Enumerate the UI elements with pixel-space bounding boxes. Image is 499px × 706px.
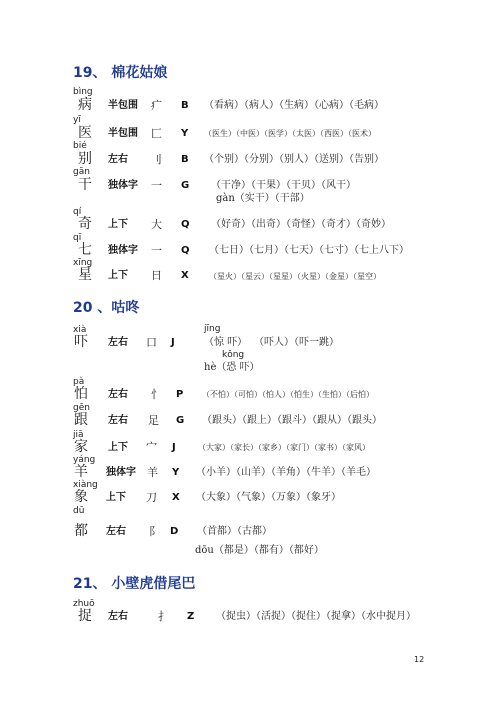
pinyin: pà	[73, 377, 85, 387]
words: （看病）（病人）（生病）（心病）（毛病）	[204, 100, 384, 111]
character: 家	[74, 439, 88, 455]
word-kong: hè（恐 吓）	[204, 362, 260, 373]
structure: 左右	[106, 526, 126, 537]
index-letter: B	[181, 154, 189, 165]
radical: 大	[151, 218, 162, 231]
radical: 羊	[147, 466, 158, 479]
words: （个别）（分别）（别人）（送别）（告别）	[204, 154, 384, 165]
character: 星	[78, 267, 92, 283]
pinyin: qī	[73, 233, 82, 243]
index-letter: Y	[172, 467, 180, 478]
pinyin: xiàng	[73, 480, 98, 490]
radical: 疒	[151, 99, 162, 112]
index-letter: Q	[181, 219, 190, 230]
pinyin: dū	[73, 506, 85, 516]
words: （大家）（家长）（家乡）（家门）（家书）（家风）	[198, 443, 370, 452]
radical: 匚	[151, 127, 162, 140]
words: （星火）（星云）（星星）（火星）（金星）（星空）	[209, 272, 381, 281]
index-letter: X	[181, 270, 189, 281]
structure: 上下	[108, 219, 128, 230]
character: 捉	[78, 608, 92, 624]
character: 干	[78, 177, 92, 193]
words: （吓人）（吓一跳）	[254, 337, 339, 348]
index-letter: Y	[181, 128, 189, 139]
words: （不怕）（可怕）（怕人）（怕生）（生怕）（后怕）	[202, 390, 374, 399]
words: （首都）（古都）	[197, 526, 272, 537]
character: 都	[74, 523, 88, 539]
index-letter: G	[181, 180, 190, 191]
words: （大象）（气象）（万象）（象牙）	[196, 492, 341, 503]
structure: 上下	[106, 492, 126, 503]
structure: 左右	[108, 415, 128, 426]
pinyin: gān	[73, 167, 90, 177]
pinyin: bìng	[73, 87, 93, 97]
section-heading-21: 21、 小壁虎借尾巴	[73, 576, 196, 592]
radical: 一	[151, 179, 162, 192]
radical: 口	[146, 336, 157, 349]
character: 跟	[74, 412, 88, 428]
page-number: 12	[414, 655, 425, 664]
radical: 刀	[146, 491, 157, 504]
character: 病	[78, 97, 92, 113]
index-letter: J	[172, 442, 176, 453]
radical: 阝	[149, 525, 160, 538]
pinyin: gēn	[73, 403, 90, 413]
section-heading-20: 20 、咕咚	[73, 300, 140, 316]
character: 吓	[74, 334, 88, 350]
words: （小羊）（山羊）（羊角）（牛羊）（羊毛）	[196, 467, 376, 478]
words: （捉虫）（活捉）（捉住）（捉拿）（水中捉月）	[216, 611, 416, 622]
radical: 一	[151, 244, 162, 257]
word-jing: （惊 吓）	[204, 337, 248, 348]
pinyin: qí	[73, 207, 82, 217]
index-letter: X	[172, 492, 180, 503]
radical: 宀	[146, 440, 157, 453]
character: 象	[74, 489, 88, 505]
structure: 上下	[108, 442, 128, 453]
structure: 左右	[108, 154, 128, 165]
words: （干净）（干果）（干贝）（风干）	[211, 180, 356, 191]
pinyin: zhuō	[73, 599, 95, 609]
index-letter: Q	[181, 245, 190, 256]
index-letter: P	[176, 389, 184, 400]
pinyin: jiā	[73, 430, 84, 440]
alt-reading: gàn（实干）（干部）	[216, 193, 310, 204]
character: 医	[78, 125, 92, 141]
index-letter: B	[181, 100, 189, 111]
index-letter: D	[170, 526, 179, 537]
pinyin: xīng	[73, 258, 93, 268]
index-letter: G	[176, 415, 185, 426]
section-heading-19: 19、 棉花姑娘	[73, 65, 168, 81]
index-letter: J	[171, 337, 175, 348]
pinyin: bié	[73, 141, 87, 151]
pinyin-jing: jīng	[204, 324, 221, 334]
words: （医生）（中医）（医学）（太医）（西医）（医术）	[204, 129, 376, 138]
words: （七日）（七月）（七天）（七寸）（七上八下）	[209, 245, 409, 256]
structure: 独体字	[108, 245, 138, 256]
radical: 刂	[151, 153, 162, 166]
structure: 半包围	[108, 128, 138, 139]
character: 怕	[74, 386, 88, 402]
pinyin: yáng	[73, 455, 96, 465]
pinyin: xià	[73, 325, 87, 335]
radical: 日	[151, 269, 162, 282]
index-letter: Z	[187, 611, 195, 622]
pinyin: yī	[73, 115, 81, 125]
character: 奇	[78, 216, 92, 232]
words: （好奇）（出奇）（奇怪）（奇才）（奇妙）	[211, 219, 391, 230]
character: 别	[78, 151, 92, 167]
structure: 左右	[108, 337, 128, 348]
character: 七	[78, 242, 92, 258]
radical: 足	[148, 414, 159, 427]
structure: 左右	[108, 611, 128, 622]
character: 羊	[74, 464, 88, 480]
words: （跟头）（跟上）（跟斗）（跟从）（跟头）	[202, 415, 382, 426]
structure: 左右	[108, 389, 128, 400]
structure: 上下	[108, 270, 128, 281]
alt-reading: dōu（都是）（都有）（都好）	[195, 545, 324, 556]
structure: 半包围	[108, 100, 138, 111]
structure: 独体字	[108, 180, 138, 191]
structure: 独体字	[106, 467, 136, 478]
pinyin-kong: kǒng	[222, 350, 245, 360]
radical: 忄	[151, 388, 162, 401]
radical: 扌	[158, 610, 169, 623]
